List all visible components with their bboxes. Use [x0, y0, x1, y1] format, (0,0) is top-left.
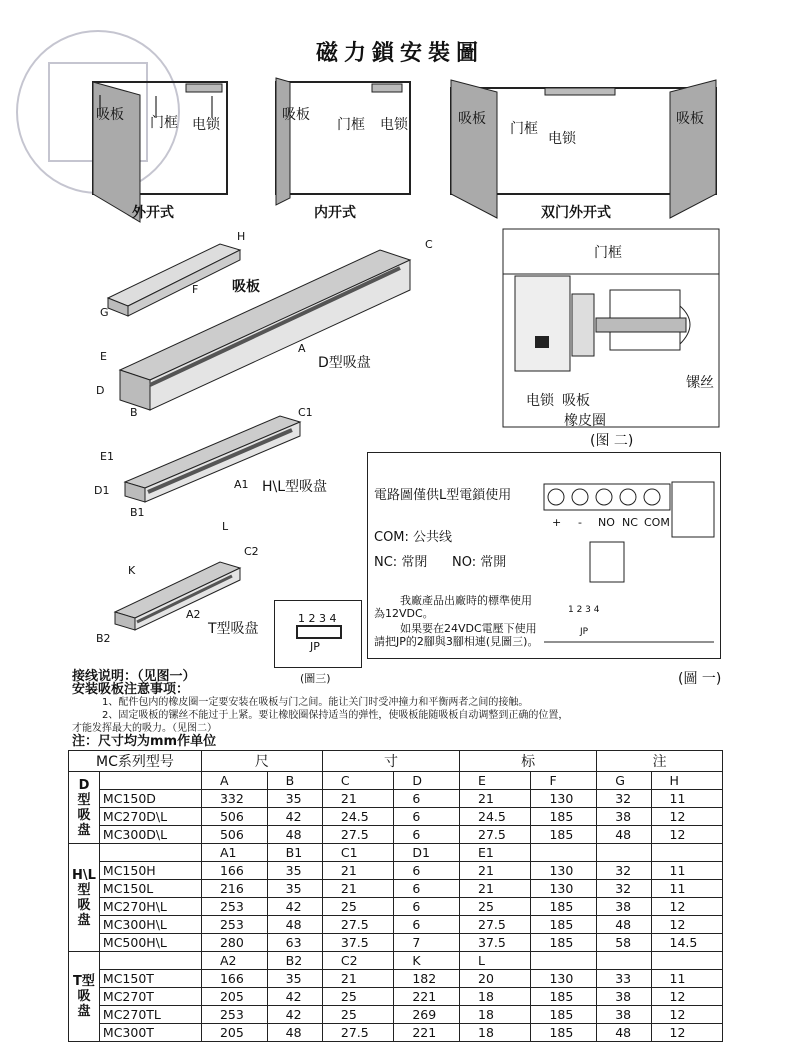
dim-header-cell: 尺 — [201, 751, 322, 772]
value-cell: 21 — [460, 862, 531, 880]
model-cell: MC300D\L — [99, 826, 201, 844]
note-item-2b: 才能发挥最大的吸力。（见图二） — [72, 723, 217, 734]
table-row — [69, 808, 723, 826]
value-cell: 6 — [394, 790, 460, 808]
model-cell: MC150L — [99, 880, 201, 898]
group-name: H\L 型 吸 盘 — [69, 844, 100, 952]
value-cell: 21 — [460, 790, 531, 808]
t-type-label: T型吸盘 — [208, 621, 259, 637]
value-cell: 14.5 — [651, 934, 722, 952]
value-cell: 21 — [322, 862, 393, 880]
dim-col-label: K — [394, 952, 460, 970]
dim-col-label — [597, 844, 651, 862]
value-cell: 37.5 — [460, 934, 531, 952]
note-item-2: 2、固定吸板的镙丝不能过于上紧。要让橡胶圈保持适当的弹性，使吸板能随吸板自动调整到正确的位置， — [102, 710, 569, 721]
value-cell: 11 — [651, 970, 722, 988]
value-cell: 37.5 — [322, 934, 393, 952]
value-cell: 42 — [267, 898, 322, 916]
dim-a1: A1 — [234, 478, 249, 491]
value-cell: 12 — [651, 1006, 722, 1024]
value-cell: 38 — [597, 988, 651, 1006]
page-title: 磁力鎖安裝圖 — [315, 41, 484, 66]
d1-plate-label: 吸板 — [96, 107, 124, 123]
dim-e: E — [100, 350, 107, 363]
value-cell: 48 — [267, 826, 322, 844]
value-cell: 280 — [201, 934, 267, 952]
value-cell: 205 — [201, 988, 267, 1006]
value-cell: 269 — [394, 1006, 460, 1024]
value-cell: 21 — [322, 790, 393, 808]
model-cell: MC150T — [99, 970, 201, 988]
value-cell: 6 — [394, 880, 460, 898]
value-cell: 12 — [651, 988, 722, 1006]
d3-lock-label: 电锁 — [548, 131, 576, 147]
value-cell: 48 — [597, 1024, 651, 1042]
value-cell: 185 — [531, 1024, 597, 1042]
value-cell: 27.5 — [460, 916, 531, 934]
table-row — [69, 934, 723, 952]
fig2-screw-label: 镙丝 — [686, 375, 714, 391]
series-header: MC系列型号 — [69, 751, 202, 772]
value-cell: 185 — [531, 988, 597, 1006]
value-cell: 32 — [597, 880, 651, 898]
table-row — [69, 916, 723, 934]
value-cell: 506 — [201, 826, 267, 844]
value-cell: 166 — [201, 970, 267, 988]
dim-c1: C1 — [298, 406, 313, 419]
value-cell: 21 — [322, 880, 393, 898]
hl-type-label: H\L型吸盘 — [262, 479, 328, 495]
d3-frame-label: 门框 — [510, 121, 538, 137]
dim-col-label: D — [394, 772, 460, 790]
dim-g: G — [100, 306, 109, 319]
fig2-frame-label: 门框 — [594, 245, 622, 261]
fig1-com: COM: 公共线 — [374, 530, 453, 545]
value-cell: 166 — [201, 862, 267, 880]
fig2-lock-label: 电锁 — [526, 393, 554, 409]
fig1-no: NO: 常開 — [452, 555, 507, 570]
value-cell: 42 — [267, 808, 322, 826]
dim-l: L — [222, 520, 229, 533]
plate-label: 吸板 — [232, 279, 260, 295]
dim-b: B — [130, 406, 138, 419]
value-cell: 130 — [531, 970, 597, 988]
dim-col-label: H — [651, 772, 722, 790]
dim-b2: B2 — [96, 632, 111, 645]
value-cell: 25 — [322, 1006, 393, 1024]
dim-col-label — [531, 844, 597, 862]
fig3-jumper — [296, 625, 342, 639]
d3-caption: 双门外开式 — [541, 205, 611, 221]
fig1-term-no: NO — [598, 516, 615, 529]
value-cell: 253 — [201, 898, 267, 916]
model-cell: MC270T — [99, 988, 201, 1006]
value-cell: 216 — [201, 880, 267, 898]
value-cell: 35 — [267, 880, 322, 898]
value-cell: 185 — [531, 934, 597, 952]
value-cell: 63 — [267, 934, 322, 952]
value-cell: 42 — [267, 988, 322, 1006]
value-cell: 11 — [651, 862, 722, 880]
table-row — [69, 1006, 723, 1024]
group-name: D 型 吸 盘 — [69, 772, 100, 844]
dim-col-label: A — [201, 772, 267, 790]
value-cell: 18 — [460, 1006, 531, 1024]
model-cell: MC270D\L — [99, 808, 201, 826]
model-cell: MC500H\L — [99, 934, 201, 952]
dim-f: F — [192, 283, 199, 296]
table-row — [69, 880, 723, 898]
dim-col-label: A2 — [201, 952, 267, 970]
dim-a2: A2 — [186, 608, 201, 621]
table-row — [69, 970, 723, 988]
value-cell: 27.5 — [460, 826, 531, 844]
dim-k: K — [128, 564, 136, 577]
value-cell: 24.5 — [322, 808, 393, 826]
fig3-pins: 1 2 3 4 — [298, 612, 337, 625]
value-cell: 35 — [267, 790, 322, 808]
d2-caption: 内开式 — [314, 205, 356, 221]
d1-caption: 外开式 — [132, 205, 174, 221]
value-cell: 35 — [267, 970, 322, 988]
fig1-jp: JP — [580, 627, 589, 637]
dim-header-cell: 注 — [597, 751, 723, 772]
value-cell: 58 — [597, 934, 651, 952]
value-cell: 38 — [597, 898, 651, 916]
fig1-caption: (圖 一) — [678, 671, 722, 687]
model-cell: MC270TL — [99, 1006, 201, 1024]
value-cell: 6 — [394, 826, 460, 844]
value-cell: 21 — [460, 880, 531, 898]
value-cell: 205 — [201, 1024, 267, 1042]
blank-cell — [99, 844, 201, 862]
table-row — [69, 988, 723, 1006]
value-cell: 185 — [531, 916, 597, 934]
value-cell: 48 — [597, 826, 651, 844]
dim-col-label: E1 — [460, 844, 531, 862]
table-row — [69, 1024, 723, 1042]
table-col-row — [69, 844, 723, 862]
value-cell: 185 — [531, 808, 597, 826]
value-cell: 27.5 — [322, 1024, 393, 1042]
dim-col-label: D1 — [394, 844, 460, 862]
fig3-caption: (圖三) — [300, 672, 331, 685]
value-cell: 221 — [394, 988, 460, 1006]
fig1-term-plus: + — [552, 516, 562, 529]
value-cell: 25 — [322, 898, 393, 916]
value-cell: 253 — [201, 916, 267, 934]
value-cell: 130 — [531, 790, 597, 808]
spec-table — [68, 750, 723, 1042]
dim-d: D — [96, 384, 105, 397]
value-cell: 7 — [394, 934, 460, 952]
dim-col-label — [651, 844, 722, 862]
table-row — [69, 898, 723, 916]
value-cell: 38 — [597, 808, 651, 826]
value-cell: 42 — [267, 1006, 322, 1024]
table-row — [69, 862, 723, 880]
value-cell: 33 — [597, 970, 651, 988]
table-col-row — [69, 952, 723, 970]
value-cell: 27.5 — [322, 826, 393, 844]
dim-col-label: B2 — [267, 952, 322, 970]
value-cell: 25 — [460, 898, 531, 916]
blank-cell — [99, 952, 201, 970]
dim-h: H — [237, 230, 246, 243]
value-cell: 24.5 — [460, 808, 531, 826]
model-cell: MC300T — [99, 1024, 201, 1042]
value-cell: 48 — [267, 916, 322, 934]
dim-col-label: B — [267, 772, 322, 790]
value-cell: 12 — [651, 1024, 722, 1042]
value-cell: 221 — [394, 1024, 460, 1042]
value-cell: 12 — [651, 808, 722, 826]
d2-frame-label: 门框 — [337, 117, 365, 133]
dim-col-label: G — [597, 772, 651, 790]
dim-e1: E1 — [100, 450, 114, 463]
dim-col-label: C1 — [322, 844, 393, 862]
d-type-label: D型吸盘 — [318, 355, 371, 371]
fig2-caption: (图 二) — [590, 433, 634, 449]
d2-plate-label: 吸板 — [282, 107, 310, 123]
value-cell: 20 — [460, 970, 531, 988]
fig1-nc: NC: 常閉 — [374, 555, 428, 570]
dim-d1: D1 — [94, 484, 110, 497]
fig2-rubber-label: 橡皮圈 — [564, 413, 606, 429]
fig1-term-minus: - — [578, 516, 582, 529]
value-cell: 130 — [531, 880, 597, 898]
blank-cell — [99, 772, 201, 790]
unit-note: 注：尺寸均为mm作单位 — [72, 734, 217, 749]
value-cell: 18 — [460, 988, 531, 1006]
value-cell: 185 — [531, 898, 597, 916]
fig1-jumper-text: 請把JP的2腳與3腳相連(見圖三)。 — [374, 635, 539, 648]
dim-c2: C2 — [244, 545, 259, 558]
value-cell: 253 — [201, 1006, 267, 1024]
value-cell: 6 — [394, 808, 460, 826]
fig1-term-nc: NC — [622, 516, 638, 529]
dim-col-label: A1 — [201, 844, 267, 862]
dim-a: A — [298, 342, 306, 355]
d2-lock-label: 电锁 — [380, 117, 408, 133]
value-cell: 32 — [597, 862, 651, 880]
fig1-circuit — [540, 452, 720, 656]
d1-lock-label: 电锁 — [192, 117, 220, 133]
dim-col-label: B1 — [267, 844, 322, 862]
value-cell: 48 — [267, 1024, 322, 1042]
dim-col-label: L — [460, 952, 531, 970]
dim-col-label — [597, 952, 651, 970]
d3-plate-left-label: 吸板 — [458, 111, 486, 127]
value-cell: 11 — [651, 790, 722, 808]
table-row — [69, 826, 723, 844]
value-cell: 27.5 — [322, 916, 393, 934]
value-cell: 6 — [394, 916, 460, 934]
fig3-jp: JP — [310, 640, 320, 653]
value-cell: 506 — [201, 808, 267, 826]
table-row — [69, 790, 723, 808]
install-title: 安装吸板注意事项： — [72, 682, 190, 697]
value-cell: 12 — [651, 826, 722, 844]
value-cell: 6 — [394, 898, 460, 916]
dim-header-cell: 标 — [460, 751, 597, 772]
dim-b1: B1 — [130, 506, 145, 519]
value-cell: 185 — [531, 826, 597, 844]
d1-frame-label: 门框 — [150, 115, 178, 131]
fig1-12v: 為12VDC。 — [374, 607, 434, 620]
value-cell: 48 — [597, 916, 651, 934]
value-cell: 130 — [531, 862, 597, 880]
model-cell: MC270H\L — [99, 898, 201, 916]
value-cell: 38 — [597, 1006, 651, 1024]
group-name: T型 吸盘 — [69, 952, 100, 1042]
note-item-1: 1、配件包内的橡皮圈一定要安装在吸板与门之间。能让关门时受冲撞力和平衡两者之间的接触。 — [102, 697, 529, 708]
model-cell: MC150H — [99, 862, 201, 880]
dim-col-label: E — [460, 772, 531, 790]
value-cell: 18 — [460, 1024, 531, 1042]
value-cell: 185 — [531, 1006, 597, 1024]
fig1-term-com: COM — [644, 516, 670, 529]
model-cell: MC150D — [99, 790, 201, 808]
value-cell: 12 — [651, 898, 722, 916]
value-cell: 6 — [394, 862, 460, 880]
dim-col-label: C2 — [322, 952, 393, 970]
fig2-plate-label: 吸板 — [562, 393, 590, 409]
value-cell: 12 — [651, 916, 722, 934]
value-cell: 11 — [651, 880, 722, 898]
fig1-jp-pins: 1 2 3 4 — [568, 605, 600, 615]
fig1-line1: 電路圖僅供L型電鎖使用 — [374, 488, 512, 503]
dim-col-label: C — [322, 772, 393, 790]
table-col-row — [69, 772, 723, 790]
value-cell: 21 — [322, 970, 393, 988]
notes-block — [72, 670, 568, 748]
dim-col-label: F — [531, 772, 597, 790]
d3-plate-right-label: 吸板 — [676, 111, 704, 127]
dim-c: C — [425, 238, 433, 251]
fig1-factory: 我廠產品出廠時的標準使用 — [400, 594, 532, 607]
model-cell: MC300H\L — [99, 916, 201, 934]
fig1-24v: 如果要在24VDC電壓下使用 — [400, 622, 537, 635]
value-cell: 35 — [267, 862, 322, 880]
dim-col-label — [531, 952, 597, 970]
value-cell: 25 — [322, 988, 393, 1006]
dim-header-cell: 寸 — [322, 751, 459, 772]
value-cell: 182 — [394, 970, 460, 988]
value-cell: 332 — [201, 790, 267, 808]
value-cell: 32 — [597, 790, 651, 808]
dim-col-label — [651, 952, 722, 970]
wiring-note: 接线说明：（见图一） — [72, 669, 196, 684]
table-header-row — [69, 751, 723, 772]
